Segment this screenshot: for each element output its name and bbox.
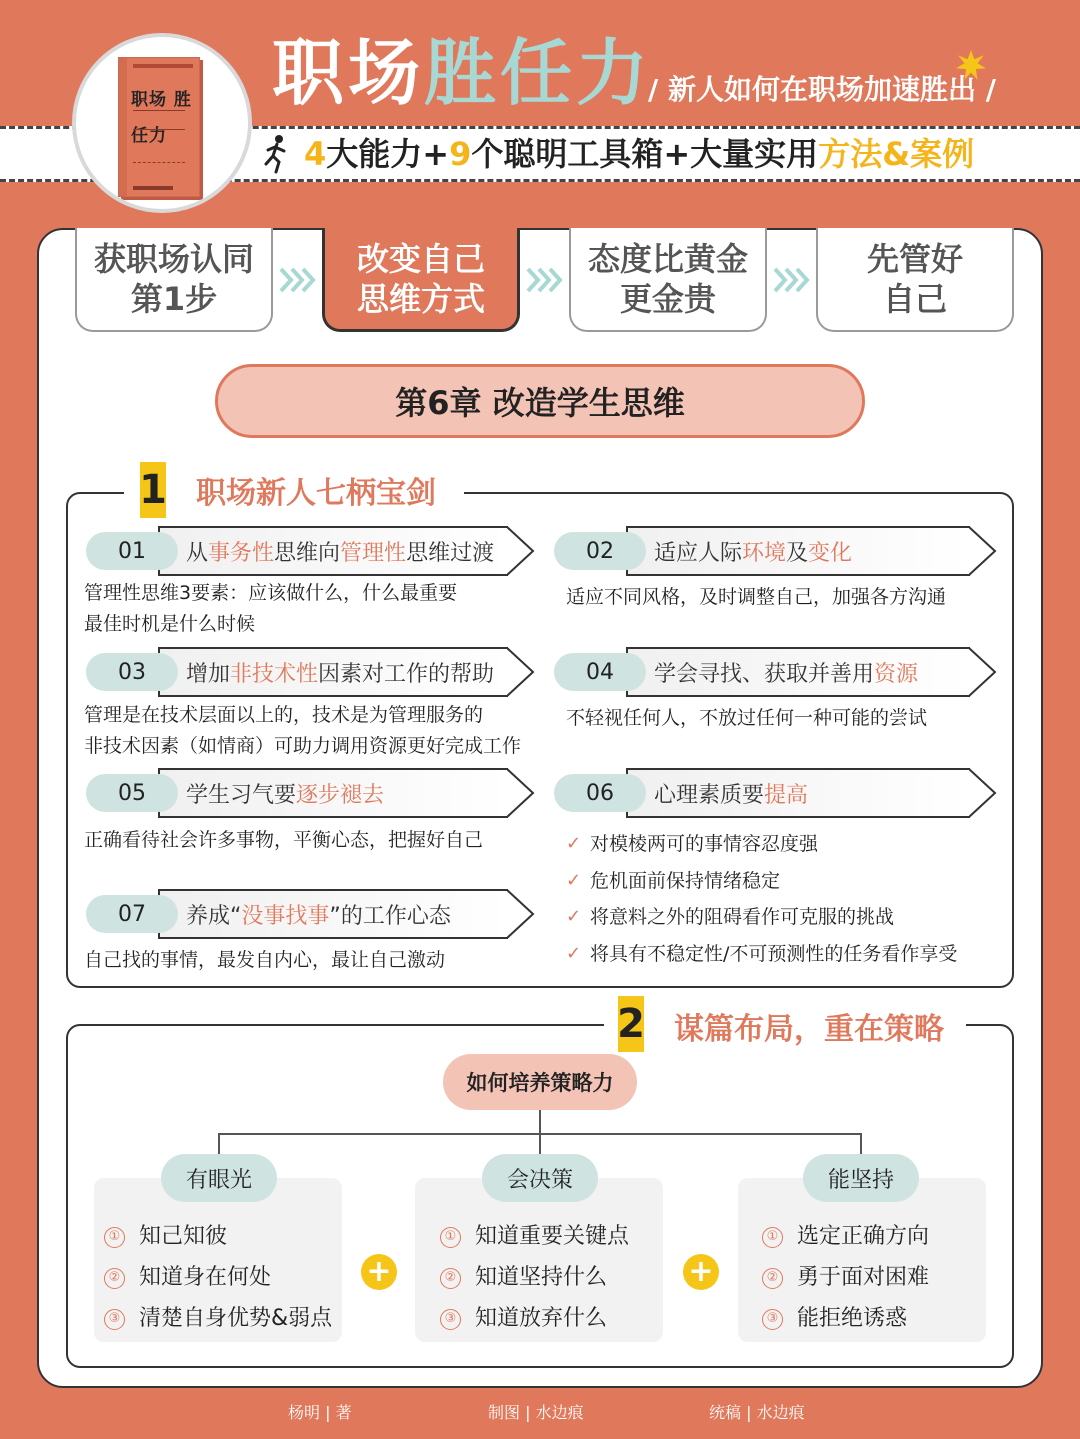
item-number: 05 bbox=[86, 774, 178, 812]
item-heading: 从 事务性 思维向 管理性 思维过渡 bbox=[158, 526, 508, 576]
list-item-07 bbox=[86, 889, 532, 939]
tagline-part: 个聪明工具箱+大量实用 bbox=[471, 135, 819, 173]
footer-editor-credit: 统稿 | 水边痕 bbox=[709, 1403, 805, 1422]
column-item: ① 知己知彼 bbox=[104, 1222, 227, 1252]
list-item-06 bbox=[554, 768, 1000, 818]
plus-icon: + bbox=[361, 1254, 397, 1290]
tab-manage-self[interactable]: 先管好 自己 bbox=[816, 228, 1014, 332]
book-cover-image bbox=[118, 57, 200, 197]
column-title: 会决策 bbox=[482, 1154, 598, 1202]
plus-icon: + bbox=[683, 1254, 719, 1290]
item-number: 07 bbox=[86, 895, 178, 933]
tree-connector bbox=[539, 1133, 541, 1155]
list-item-05 bbox=[86, 768, 532, 818]
item-description: 管理性思维3要素：应该做什么，什么最重要 最佳时机是什么时候 bbox=[84, 582, 458, 635]
item-heading: 增加 非技术性 因素对工作的帮助 bbox=[158, 647, 508, 697]
tagline-num-9: 9 bbox=[449, 135, 472, 173]
tree-connector bbox=[539, 1110, 541, 1134]
column-item: ③ 能拒绝诱惑 bbox=[762, 1304, 907, 1334]
item-06-checklist bbox=[566, 826, 957, 972]
section-2-number: 2 bbox=[618, 996, 644, 1052]
column-item: ② 勇于面对困难 bbox=[762, 1263, 929, 1293]
runner-icon bbox=[262, 134, 292, 174]
check-icon: ✓ bbox=[566, 906, 582, 927]
arrow-tip bbox=[969, 647, 997, 697]
tagline bbox=[262, 132, 974, 176]
main-title-part-1: 职场 bbox=[272, 31, 425, 115]
footer-drawing-credit: 制图 | 水边痕 bbox=[488, 1403, 584, 1422]
checklist-item: ✓ 将意料之外的阻碍看作可克服的挑战 bbox=[566, 899, 957, 936]
column-item: ③ 清楚自身优势&弱点 bbox=[104, 1304, 332, 1334]
arrow-tip bbox=[969, 768, 997, 818]
column-item: ② 知道身在何处 bbox=[104, 1263, 271, 1293]
main-title bbox=[272, 30, 652, 116]
chapter-title: 第6章 改造学生思维 bbox=[215, 364, 865, 438]
tagline-highlight: 方法&案例 bbox=[818, 135, 975, 173]
item-number: 02 bbox=[554, 532, 646, 570]
column-item: ② 知道坚持什么 bbox=[440, 1263, 607, 1293]
column-item: ① 选定正确方向 bbox=[762, 1222, 929, 1252]
strategy-root-node: 如何培养策略力 bbox=[443, 1054, 637, 1110]
tree-connector bbox=[218, 1133, 220, 1155]
subtitle: / 新人如何在职场加速胜出 / bbox=[648, 73, 996, 106]
chevron-right-icon bbox=[277, 266, 317, 294]
footer-author: 杨明 | 著 bbox=[288, 1403, 352, 1422]
check-icon: ✓ bbox=[566, 833, 582, 854]
book-cover-title: 职场 胜任力 bbox=[131, 90, 192, 146]
item-description: 正确看待社会许多事物，平衡心态，把握好自己 bbox=[84, 829, 484, 851]
column-item: ③ 知道放弃什么 bbox=[440, 1304, 607, 1334]
tagline-part: 大能力+ bbox=[326, 135, 450, 173]
item-description: 不轻视任何人，不放过任何一种可能的尝试 bbox=[566, 707, 928, 729]
chapter-tabs bbox=[37, 228, 1043, 338]
item-heading: 学生习气要 逐步褪去 bbox=[158, 768, 508, 818]
arrow-tip bbox=[507, 768, 535, 818]
item-description: 管理是在技术层面以上的，技术是为管理服务的 非技术因素（如情商）可助力调用资源更好完成工作 bbox=[84, 704, 522, 757]
book-cover-badge bbox=[72, 33, 252, 213]
item-description: 自己找的事情，最发自内心，最让自己激动 bbox=[84, 949, 446, 971]
item-number: 03 bbox=[86, 653, 178, 691]
tab-career-recognition[interactable]: 获职场认同 第1步 bbox=[75, 228, 273, 332]
arrow-tip bbox=[969, 526, 997, 576]
list-item-03 bbox=[86, 647, 532, 697]
item-number: 06 bbox=[554, 774, 646, 812]
item-heading: 学会寻找、获取并善用 资源 bbox=[626, 647, 970, 697]
list-item-02 bbox=[554, 526, 1000, 576]
arrow-tip bbox=[507, 889, 535, 939]
tagline-num-4: 4 bbox=[304, 135, 327, 173]
section-1-number: 1 bbox=[140, 462, 166, 518]
checklist-item: ✓ 对模棱两可的事情容忍度强 bbox=[566, 826, 957, 863]
item-heading: 养成“ 没事找事 ”的工作心态 bbox=[158, 889, 508, 939]
item-number: 01 bbox=[86, 532, 178, 570]
column-item: ① 知道重要关键点 bbox=[440, 1222, 629, 1252]
section-1-title: 职场新人七柄宝剑 bbox=[180, 474, 452, 514]
tab-attitude[interactable]: 态度比黄金 更金贵 bbox=[569, 228, 767, 332]
chevron-right-icon bbox=[771, 266, 811, 294]
checklist-item: ✓ 危机面前保持情绪稳定 bbox=[566, 863, 957, 900]
tab-change-mindset[interactable]: 改变自己 思维方式 bbox=[322, 228, 520, 332]
section-2-title: 谋篇布局，重在策略 bbox=[658, 1010, 960, 1050]
column-title: 有眼光 bbox=[161, 1154, 277, 1202]
chevron-right-icon bbox=[524, 266, 564, 294]
tree-connector bbox=[860, 1133, 862, 1155]
item-heading: 适应人际 环境 及 变化 bbox=[626, 526, 970, 576]
list-item-04 bbox=[554, 647, 1000, 697]
item-number: 04 bbox=[554, 653, 646, 691]
column-title: 能坚持 bbox=[803, 1154, 919, 1202]
item-heading: 心理素质要 提高 bbox=[626, 768, 970, 818]
item-description: 适应不同风格，及时调整自己，加强各方沟通 bbox=[566, 586, 947, 608]
arrow-tip bbox=[507, 647, 535, 697]
check-icon: ✓ bbox=[566, 942, 582, 964]
list-item-01 bbox=[86, 526, 532, 576]
arrow-tip bbox=[507, 526, 535, 576]
main-title-part-2: 胜任力 bbox=[424, 31, 653, 115]
checklist-item: ✓ 将具有不稳定性/不可预测性的任务看作享受 bbox=[566, 936, 957, 973]
check-icon: ✓ bbox=[566, 869, 582, 891]
tagline-text bbox=[304, 132, 974, 176]
